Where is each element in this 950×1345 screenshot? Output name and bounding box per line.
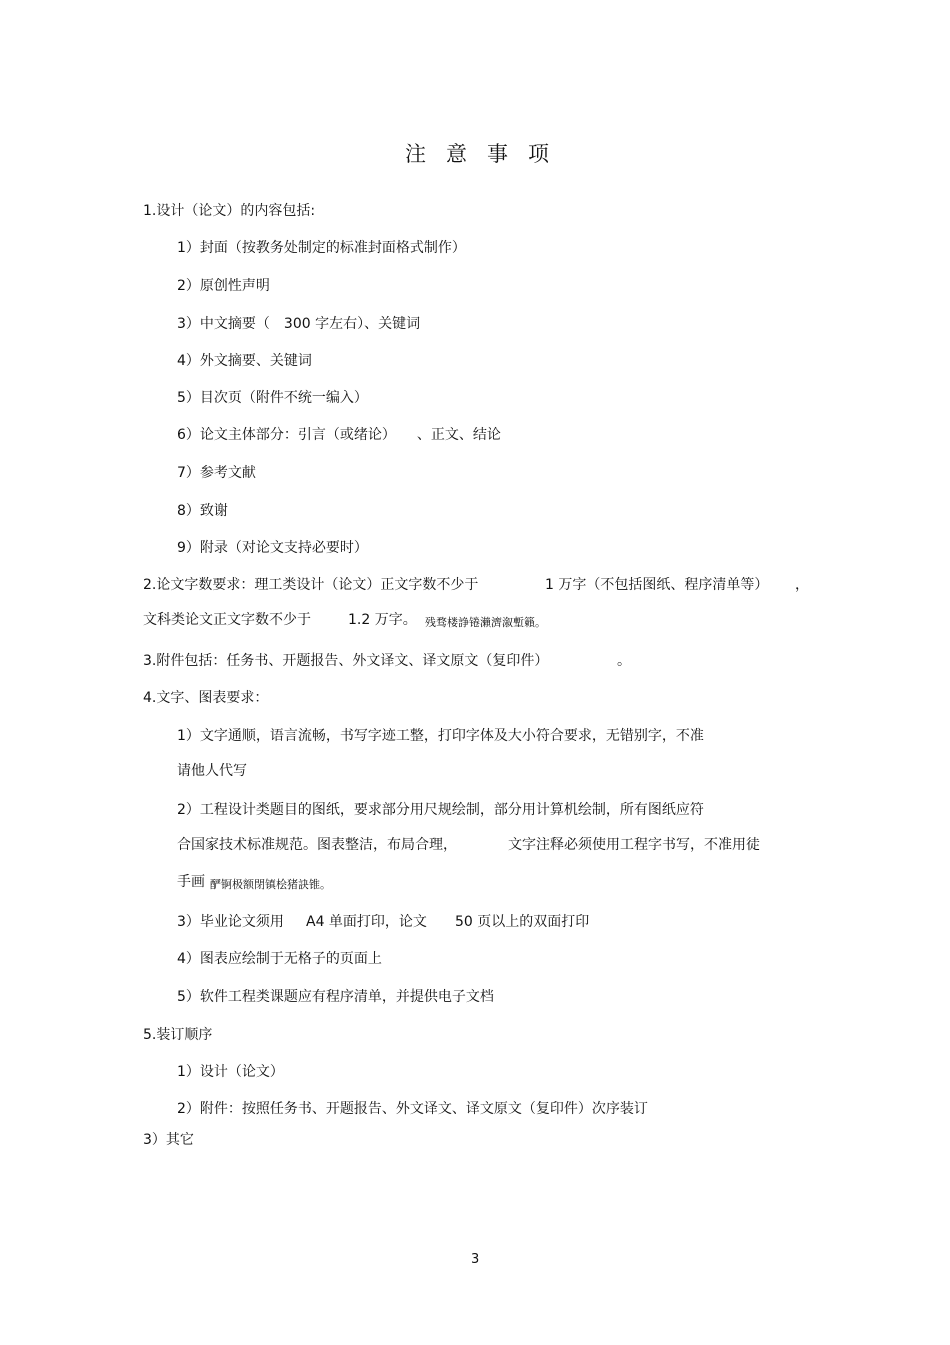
section1-item: 6）论文主体部分：引言（或绪论） 、正文、结论 <box>177 427 501 443</box>
section2-hidden-text: 残骛楼諍锩瀨濟溆塹籟。 <box>425 616 546 629</box>
section4-item2-line2-cont: 文字注释必须使用工程字书写，不准用徒 <box>508 837 760 853</box>
section1-item: 3）中文摘要（ 300 字左右）、关键词 <box>177 316 421 332</box>
section4-item1-line1: 1）文字通顺，语言流畅，书写字迹工整，打印字体及大小符合要求，无错别字，不准 <box>177 728 704 744</box>
section2-line1-comma: ， <box>795 577 809 593</box>
section5-item2: 2）附件：按照任务书、开题报告、外文译文、译文原文（复印件）次序装订 <box>177 1101 648 1117</box>
title-char: 项 <box>528 142 549 166</box>
section3-period: 。 <box>617 653 631 669</box>
section2-line2: 文科类论文正文字数不少于 <box>143 612 311 628</box>
section4-item2-line3: 手画 <box>177 874 205 890</box>
section1-item: 2）原创性声明 <box>177 278 270 294</box>
section5-item1: 1）设计（论文） <box>177 1064 284 1080</box>
section4-heading: 4.文字、图表要求： <box>143 690 269 706</box>
section2-line1: 2.论文字数要求：理工类设计（论文）正文字数不少于 <box>143 577 479 593</box>
section1-item: 4）外文摘要、关键词 <box>177 353 312 369</box>
section4-item3-pages: 50 页以上的双面打印 <box>455 914 590 930</box>
section4-item2-line1: 2）工程设计类题目的图纸，要求部分用尺规绘制，部分用计算机绘制，所有图纸应符 <box>177 802 704 818</box>
section5-item3: 3）其它 <box>143 1132 194 1148</box>
section1-item: 7）参考文献 <box>177 465 256 481</box>
section1-item: 8）致谢 <box>177 503 228 519</box>
section4-item3: 3）毕业论文须用 <box>177 914 284 930</box>
section4-item1-line2: 请他人代写 <box>177 763 247 779</box>
section4-item3-paper: A4 单面打印，论文 <box>306 914 427 930</box>
section1-item: 9）附录（对论文支持必要时） <box>177 540 368 556</box>
section2-line2-count: 1.2 万字。 <box>348 612 417 628</box>
section5-heading: 5.装订顺序 <box>143 1027 213 1043</box>
section1-heading: 1.设计（论文）的内容包括: <box>143 203 316 219</box>
title-char: 意 <box>446 142 467 166</box>
section2-line1-count: 1 万字（不包括图纸、程序清单等） <box>545 577 769 593</box>
section4-hidden-text: 酽锕极额閉镇桧猪訣锥。 <box>210 878 331 891</box>
page-number: 3 <box>471 1252 480 1267</box>
section4-item4: 4）图表应绘制于无格子的页面上 <box>177 951 382 967</box>
section1-item: 1）封面（按教务处制定的标准封面格式制作） <box>177 240 466 256</box>
page-title <box>405 144 549 165</box>
section3-text: 3.附件包括：任务书、开题报告、外文译文、译文原文（复印件） <box>143 653 549 669</box>
title-char: 注 <box>405 142 426 166</box>
section4-item2-line2: 合国家技术标准规范。图表整洁，布局合理， <box>177 837 457 853</box>
title-char: 事 <box>487 142 508 166</box>
section4-item5: 5）软件工程类课题应有程序清单，并提供电子文档 <box>177 989 494 1005</box>
section1-item: 5）目次页（附件不统一编入） <box>177 390 368 406</box>
